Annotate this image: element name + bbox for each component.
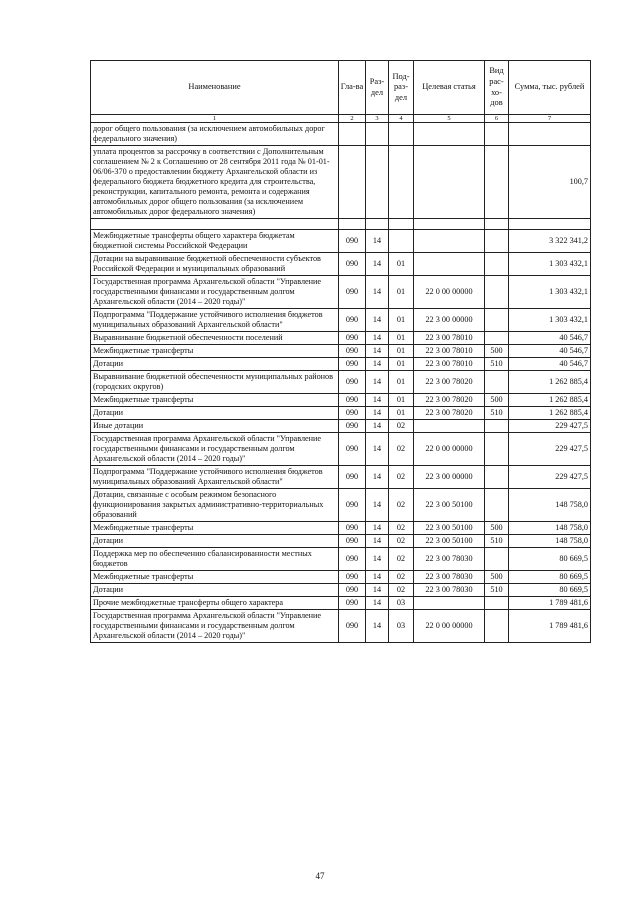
row-vid-raskhodov: [485, 253, 509, 276]
table-row: [91, 420, 591, 433]
row-summa: 1 262 885,4: [509, 394, 591, 407]
row-vid-raskhodov: [485, 332, 509, 345]
row-name: Государственная программа Архангельской области "Управление государственными финансами и государственным долгом Архангельской области (2014 – 2020 годы)": [91, 276, 339, 309]
row-glava: [339, 146, 366, 219]
table-row: [91, 219, 591, 230]
row-name: Межбюджетные трансферты общего характера бюджетам бюджетной системы Российской Федерации: [91, 230, 339, 253]
row-razdel: [366, 146, 389, 219]
table-row: [91, 610, 591, 643]
row-tselevaya-statya: 22 3 00 00000: [414, 466, 485, 489]
row-name: уплата процентов за рассрочку в соответствии с Дополнительным соглашением № 2 к Соглашению от 28 сентября 2011 года № 01-01-06/06-370 о предоставлении бюджету Архангельской области из федерального бюджета бюджетного кредита для строительства, реконструкции, капитального ремонта, ремонта и содержания автомобильных дорог общего пользования (за исключением автомобильных дорог федерального значения): [91, 146, 339, 219]
row-tselevaya-statya: 22 3 00 00000: [414, 309, 485, 332]
row-tselevaya-statya: 22 3 00 78030: [414, 548, 485, 571]
row-glava: 090: [339, 420, 366, 433]
table-row: [91, 276, 591, 309]
row-podrazdel: [389, 123, 414, 146]
row-glava: [339, 219, 366, 230]
header-podrazdel: Под-раз-дел: [389, 61, 414, 115]
column-number: 6: [485, 115, 509, 123]
row-glava: 090: [339, 276, 366, 309]
table-row: [91, 433, 591, 466]
row-vid-raskhodov: [485, 123, 509, 146]
row-summa: [509, 219, 591, 230]
row-tselevaya-statya: 22 3 00 78030: [414, 584, 485, 597]
row-podrazdel: 02: [389, 535, 414, 548]
table-row: [91, 407, 591, 420]
row-summa: 100,7: [509, 146, 591, 219]
row-tselevaya-statya: 22 3 00 78010: [414, 358, 485, 371]
row-podrazdel: 01: [389, 394, 414, 407]
row-podrazdel: 02: [389, 522, 414, 535]
header-glava: Гла-ва: [339, 61, 366, 115]
row-vid-raskhodov: 510: [485, 584, 509, 597]
row-glava: 090: [339, 535, 366, 548]
row-name: Выравнивание бюджетной обеспеченности поселений: [91, 332, 339, 345]
row-podrazdel: [389, 219, 414, 230]
row-summa: [509, 123, 591, 146]
row-razdel: 14: [366, 584, 389, 597]
row-vid-raskhodov: [485, 489, 509, 522]
row-name: Дотации на выравнивание бюджетной обеспеченности субъектов Российской Федерации и муниципальных образований: [91, 253, 339, 276]
row-name: Прочие межбюджетные трансферты общего характера: [91, 597, 339, 610]
row-razdel: [366, 123, 389, 146]
row-razdel: 14: [366, 522, 389, 535]
row-name: Выравнивание бюджетной обеспеченности муниципальных районов (городских округов): [91, 371, 339, 394]
row-summa: 40 546,7: [509, 332, 591, 345]
row-razdel: 14: [366, 466, 389, 489]
row-podrazdel: 01: [389, 345, 414, 358]
row-podrazdel: 01: [389, 309, 414, 332]
row-tselevaya-statya: 22 0 00 00000: [414, 276, 485, 309]
row-glava: 090: [339, 371, 366, 394]
row-vid-raskhodov: 500: [485, 522, 509, 535]
row-summa: 229 427,5: [509, 466, 591, 489]
row-name: Государственная программа Архангельской области "Управление государственными финансами и государственным долгом Архангельской области (2014 – 2020 годы)": [91, 610, 339, 643]
table-row: [91, 584, 591, 597]
row-summa: 80 669,5: [509, 548, 591, 571]
row-glava: 090: [339, 332, 366, 345]
table-row: [91, 230, 591, 253]
row-tselevaya-statya: 22 3 00 50100: [414, 535, 485, 548]
row-glava: 090: [339, 489, 366, 522]
row-name: Подпрограмма "Поддержание устойчивого исполнения бюджетов муниципальных образований Архангельской области": [91, 309, 339, 332]
row-summa: 1 789 481,6: [509, 597, 591, 610]
row-name: Поддержка мер по обеспечению сбалансированности местных бюджетов: [91, 548, 339, 571]
row-tselevaya-statya: [414, 219, 485, 230]
row-podrazdel: 01: [389, 276, 414, 309]
page-number: 47: [315, 871, 325, 881]
row-tselevaya-statya: [414, 146, 485, 219]
table-row: [91, 394, 591, 407]
column-number: 2: [339, 115, 366, 123]
row-razdel: 14: [366, 332, 389, 345]
row-summa: 148 758,0: [509, 535, 591, 548]
row-podrazdel: 02: [389, 548, 414, 571]
header-razdel: Раз-дел: [366, 61, 389, 115]
row-vid-raskhodov: 500: [485, 394, 509, 407]
table-row: [91, 146, 591, 219]
row-glava: 090: [339, 610, 366, 643]
row-vid-raskhodov: 510: [485, 407, 509, 420]
row-podrazdel: 02: [389, 584, 414, 597]
row-razdel: 14: [366, 433, 389, 466]
row-name: Дотации: [91, 358, 339, 371]
row-summa: 1 303 432,1: [509, 276, 591, 309]
row-summa: 1 262 885,4: [509, 407, 591, 420]
row-razdel: 14: [366, 394, 389, 407]
table-body: [91, 123, 591, 643]
table-row: [91, 371, 591, 394]
row-podrazdel: 01: [389, 407, 414, 420]
row-summa: 1 303 432,1: [509, 253, 591, 276]
row-razdel: 14: [366, 407, 389, 420]
row-podrazdel: 01: [389, 371, 414, 394]
row-tselevaya-statya: [414, 253, 485, 276]
row-glava: 090: [339, 394, 366, 407]
row-name: дорог общего пользования (за исключением автомобильных дорог федерального значения): [91, 123, 339, 146]
row-razdel: 14: [366, 420, 389, 433]
row-podrazdel: 02: [389, 466, 414, 489]
row-tselevaya-statya: 22 3 00 78020: [414, 394, 485, 407]
row-razdel: 14: [366, 276, 389, 309]
row-razdel: [366, 219, 389, 230]
row-vid-raskhodov: [485, 230, 509, 253]
row-summa: 80 669,5: [509, 584, 591, 597]
row-summa: 148 758,0: [509, 489, 591, 522]
row-podrazdel: 01: [389, 358, 414, 371]
row-razdel: 14: [366, 535, 389, 548]
row-summa: 80 669,5: [509, 571, 591, 584]
row-glava: 090: [339, 358, 366, 371]
column-numbers-row: [91, 115, 591, 123]
row-razdel: 14: [366, 610, 389, 643]
row-vid-raskhodov: [485, 597, 509, 610]
row-tselevaya-statya: 22 3 00 78020: [414, 407, 485, 420]
row-glava: [339, 123, 366, 146]
row-podrazdel: 01: [389, 332, 414, 345]
row-glava: 090: [339, 584, 366, 597]
table-row: [91, 489, 591, 522]
row-tselevaya-statya: [414, 123, 485, 146]
row-summa: 3 322 341,2: [509, 230, 591, 253]
row-summa: 1 789 481,6: [509, 610, 591, 643]
row-tselevaya-statya: [414, 230, 485, 253]
row-glava: 090: [339, 466, 366, 489]
row-razdel: 14: [366, 230, 389, 253]
row-glava: 090: [339, 345, 366, 358]
row-glava: 090: [339, 571, 366, 584]
row-vid-raskhodov: [485, 371, 509, 394]
row-summa: 148 758,0: [509, 522, 591, 535]
row-razdel: 14: [366, 309, 389, 332]
table-row: [91, 597, 591, 610]
row-vid-raskhodov: [485, 433, 509, 466]
row-tselevaya-statya: 22 3 00 78010: [414, 345, 485, 358]
row-glava: 090: [339, 548, 366, 571]
row-podrazdel: 01: [389, 253, 414, 276]
row-summa: 1 262 885,4: [509, 371, 591, 394]
table-row: [91, 332, 591, 345]
row-name: Межбюджетные трансферты: [91, 522, 339, 535]
header-name: Наименование: [91, 61, 339, 115]
row-vid-raskhodov: 510: [485, 535, 509, 548]
row-glava: 090: [339, 522, 366, 535]
row-tselevaya-statya: 22 3 00 78010: [414, 332, 485, 345]
row-vid-raskhodov: [485, 548, 509, 571]
row-name: [91, 219, 339, 230]
table-row: [91, 571, 591, 584]
row-podrazdel: 03: [389, 597, 414, 610]
row-name: Дотации: [91, 584, 339, 597]
row-razdel: 14: [366, 253, 389, 276]
row-glava: 090: [339, 597, 366, 610]
column-number: 4: [389, 115, 414, 123]
row-tselevaya-statya: 22 0 00 00000: [414, 610, 485, 643]
row-vid-raskhodov: [485, 276, 509, 309]
row-name: Государственная программа Архангельской области "Управление государственными финансами и государственным долгом Архангельской области (2014 – 2020 годы)": [91, 433, 339, 466]
table-row: [91, 253, 591, 276]
header-summa: Сумма, тыс. рублей: [509, 61, 591, 115]
row-vid-raskhodov: 510: [485, 358, 509, 371]
row-name: Межбюджетные трансферты: [91, 571, 339, 584]
row-razdel: 14: [366, 571, 389, 584]
row-vid-raskhodov: 500: [485, 571, 509, 584]
row-summa: 229 427,5: [509, 420, 591, 433]
row-name: Дотации, связанные с особым режимом безопасного функционирования закрытых административно-территориальных образований: [91, 489, 339, 522]
row-glava: 090: [339, 407, 366, 420]
table-row: [91, 522, 591, 535]
row-podrazdel: 02: [389, 433, 414, 466]
row-tselevaya-statya: 22 3 00 50100: [414, 522, 485, 535]
row-podrazdel: 03: [389, 610, 414, 643]
row-razdel: 14: [366, 345, 389, 358]
row-vid-raskhodov: 500: [485, 345, 509, 358]
row-razdel: 14: [366, 548, 389, 571]
row-vid-raskhodov: [485, 420, 509, 433]
row-tselevaya-statya: 22 0 00 00000: [414, 433, 485, 466]
row-podrazdel: 02: [389, 571, 414, 584]
header-row: [91, 61, 591, 115]
column-number: 1: [91, 115, 339, 123]
row-razdel: 14: [366, 489, 389, 522]
row-tselevaya-statya: [414, 597, 485, 610]
table-row: [91, 123, 591, 146]
row-razdel: 14: [366, 597, 389, 610]
table-row: [91, 535, 591, 548]
row-glava: 090: [339, 433, 366, 466]
budget-table: [90, 60, 591, 643]
row-summa: 40 546,7: [509, 358, 591, 371]
row-razdel: 14: [366, 358, 389, 371]
row-summa: 1 303 432,1: [509, 309, 591, 332]
row-podrazdel: 02: [389, 489, 414, 522]
row-vid-raskhodov: [485, 219, 509, 230]
row-name: Подпрограмма "Поддержание устойчивого исполнения бюджетов муниципальных образований Архангельской области": [91, 466, 339, 489]
row-tselevaya-statya: 22 3 00 50100: [414, 489, 485, 522]
table-row: [91, 309, 591, 332]
row-glava: 090: [339, 309, 366, 332]
row-name: Иные дотации: [91, 420, 339, 433]
row-summa: 40 546,7: [509, 345, 591, 358]
column-number: 7: [509, 115, 591, 123]
row-vid-raskhodov: [485, 610, 509, 643]
row-summa: 229 427,5: [509, 433, 591, 466]
row-podrazdel: [389, 230, 414, 253]
row-vid-raskhodov: [485, 309, 509, 332]
row-name: Дотации: [91, 535, 339, 548]
table-row: [91, 466, 591, 489]
row-tselevaya-statya: 22 3 00 78020: [414, 371, 485, 394]
table-row: [91, 345, 591, 358]
row-tselevaya-statya: [414, 420, 485, 433]
table-row: [91, 548, 591, 571]
column-number: 3: [366, 115, 389, 123]
column-number: 5: [414, 115, 485, 123]
row-razdel: 14: [366, 371, 389, 394]
row-glava: 090: [339, 253, 366, 276]
row-tselevaya-statya: 22 3 00 78030: [414, 571, 485, 584]
header-vid-raskhodov: Вид рас-хо-дов: [485, 61, 509, 115]
row-podrazdel: 02: [389, 420, 414, 433]
table-row: [91, 358, 591, 371]
row-glava: 090: [339, 230, 366, 253]
row-name: Дотации: [91, 407, 339, 420]
row-podrazdel: [389, 146, 414, 219]
row-name: Межбюджетные трансферты: [91, 345, 339, 358]
header-tselevaya-statya: Целевая статья: [414, 61, 485, 115]
row-name: Межбюджетные трансферты: [91, 394, 339, 407]
row-vid-raskhodov: [485, 146, 509, 219]
row-vid-raskhodov: [485, 466, 509, 489]
